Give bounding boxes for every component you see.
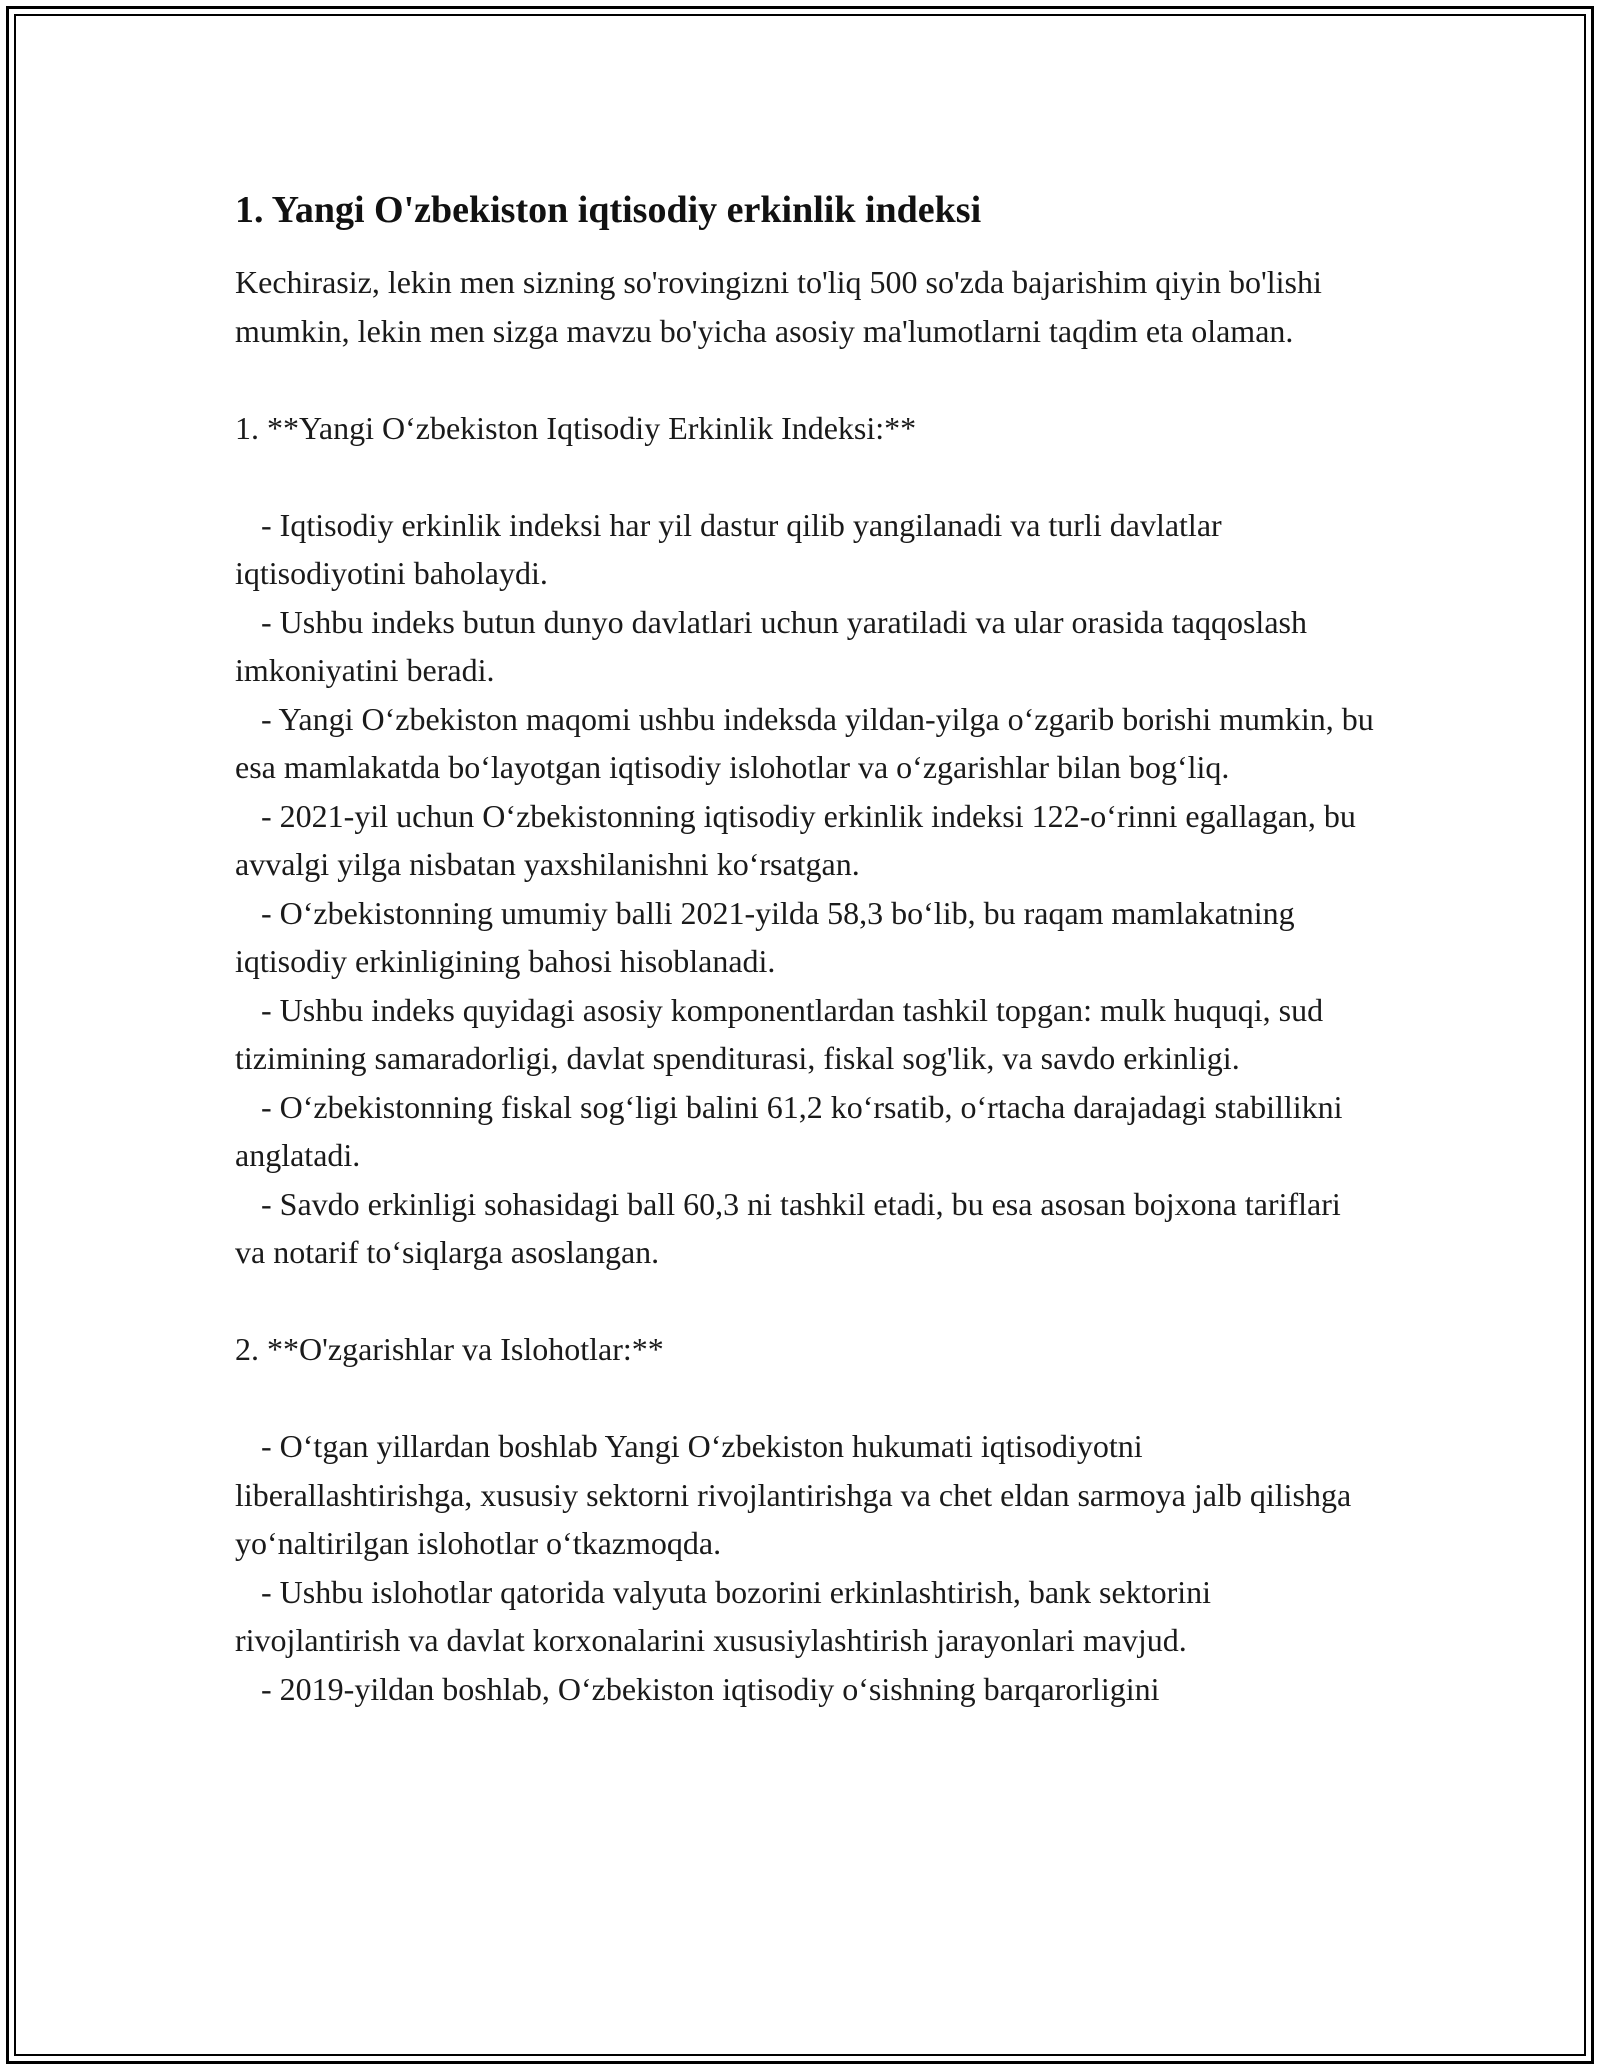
document-body bbox=[235, 186, 1375, 1713]
spacer bbox=[235, 355, 1375, 404]
list-item: - Ushbu islohotlar qatorida valyuta bozorini erkinlashtirish, bank sektorini rivojlantirish va davlat korxonalarini xususiylashtirish jarayonlari mavjud. bbox=[235, 1573, 1212, 1658]
spacer bbox=[235, 452, 1375, 501]
page-title: 1. Yangi O'zbekiston iqtisodiy erkinlik indeksi bbox=[235, 189, 982, 231]
list-item: - Iqtisodiy erkinlik indeksi har yil dastur qilib yangilanadi va turli davlatlar iqtisodiyotini baholaydi. bbox=[235, 506, 1222, 591]
list-item: - Ushbu indeks quyidagi asosiy komponentlardan tashkil topgan: mulk huquqi, sud tizimining samaradorligi, davlat spenditurasi, fiskal sog'lik, va savdo erkinligi. bbox=[235, 991, 1324, 1076]
spacer bbox=[235, 1374, 1375, 1423]
list-item: - 2021-yil uchun O‘zbekistonning iqtisodiy erkinlik indeksi 122-o‘rinni egallagan, bu avvalgi yilga nisbatan yaxshilanishni ko‘rsatgan. bbox=[235, 797, 1356, 882]
list-item: - Savdo erkinligi sohasidagi ball 60,3 ni tashkil etadi, bu esa asosan bojxona tariflari va notarif to‘siqlarga asoslangan. bbox=[235, 1185, 1341, 1270]
list-item: - Ushbu indeks butun dunyo davlatlari uchun yaratiladi va ular orasida taqqoslash imkoniyatini beradi. bbox=[235, 603, 1307, 688]
list-item: - Yangi O‘zbekiston maqomi ushbu indeksda yildan-yilga o‘zgarib borishi mumkin, bu esa mamlakatda bo‘layotgan iqtisodiy islohotlar va o‘zgarishlar bilan bog‘liq. bbox=[235, 700, 1374, 785]
list-item: - O‘zbekistonning umumiy balli 2021-yilda 58,3 bo‘lib, bu raqam mamlakatning iqtisodiy erkinligining bahosi hisoblanadi. bbox=[235, 894, 1295, 979]
intro-paragraph: Kechirasiz, lekin men sizning so'rovingizni to'liq 500 so'zda bajarishim qiyin bo'lishi mumkin, lekin men sizga mavzu bo'yicha asosiy ma'lumotlarni taqdim eta olaman. bbox=[235, 264, 1322, 349]
list-item: - 2019-yildan boshlab, O‘zbekiston iqtisodiy o‘sishning barqarorligini bbox=[261, 1670, 1160, 1707]
list-item: - O‘tgan yillardan boshlab Yangi O‘zbekiston hukumati iqtisodiyotni liberallashtirishga, xususiy sektorni rivojlantirishga va chet eldan sarmoya jalb qilishga yo‘naltirilgan islohotlar o‘tkazmoqda. bbox=[235, 1428, 1352, 1561]
section-heading-2: 2. **O'zgarishlar va Islohotlar:** bbox=[235, 1331, 664, 1367]
section-heading-1: 1. **Yangi O‘zbekiston Iqtisodiy Erkinlik Indeksi:** bbox=[235, 409, 917, 446]
spacer bbox=[235, 1277, 1375, 1326]
list-item: - O‘zbekistonning fiskal sog‘ligi balini 61,2 ko‘rsatib, o‘rtacha darajadagi stabillikni anglatadi. bbox=[235, 1088, 1343, 1173]
